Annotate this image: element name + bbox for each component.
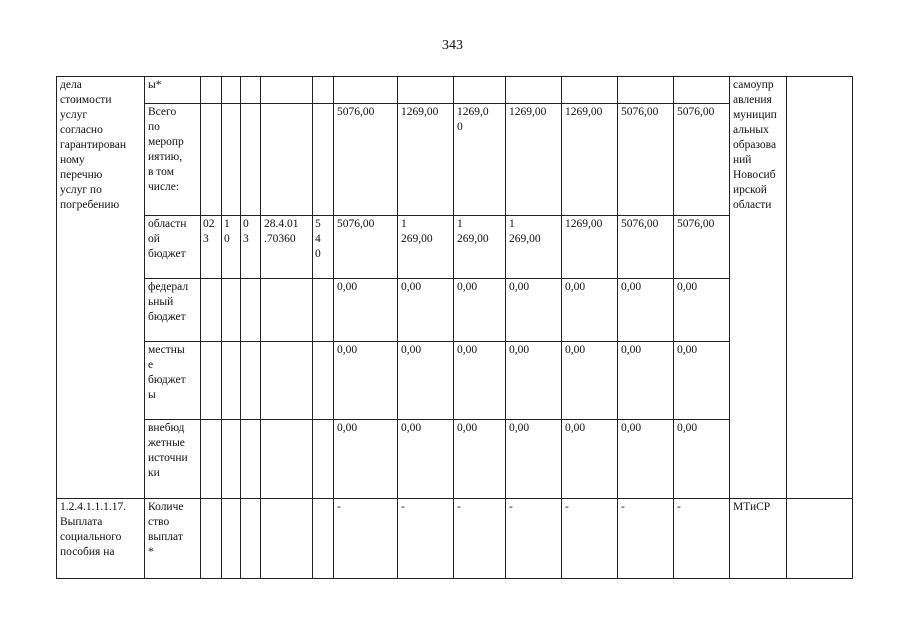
value-cell: 1269,00 bbox=[562, 216, 618, 279]
value-cell: 0,00 bbox=[334, 342, 398, 420]
subsection-code-cell: 0 3 bbox=[241, 216, 261, 279]
value-cell: 1269,00 bbox=[562, 104, 618, 216]
value-cell: 1269,0 0 bbox=[454, 104, 506, 216]
value-cell bbox=[454, 77, 506, 104]
value-cell: 0,00 bbox=[506, 342, 562, 420]
target-article-cell: 28.4.01 .70360 bbox=[261, 216, 313, 279]
section-code-cell bbox=[222, 420, 241, 499]
expense-type-cell bbox=[313, 420, 334, 499]
value-cell: 0,00 bbox=[674, 420, 730, 499]
value-cell: 1 269,00 bbox=[398, 216, 454, 279]
value-cell bbox=[618, 77, 674, 104]
value-cell: 0,00 bbox=[334, 279, 398, 342]
section-code-cell bbox=[222, 499, 241, 579]
expense-type-cell bbox=[313, 279, 334, 342]
subsection-code-cell bbox=[241, 420, 261, 499]
value-cell: 1269,00 bbox=[506, 104, 562, 216]
value-cell: 0,00 bbox=[454, 279, 506, 342]
value-cell: 0,00 bbox=[398, 342, 454, 420]
value-cell bbox=[398, 77, 454, 104]
indicator-cell: внебюд жетные источни ки bbox=[145, 420, 201, 499]
value-cell: 0,00 bbox=[674, 342, 730, 420]
value-cell: 0,00 bbox=[398, 279, 454, 342]
value-cell: 5076,00 bbox=[334, 104, 398, 216]
value-cell: - bbox=[454, 499, 506, 579]
section-code-cell bbox=[222, 342, 241, 420]
expense-type-cell bbox=[313, 342, 334, 420]
value-cell: 0,00 bbox=[398, 420, 454, 499]
section-code-cell bbox=[222, 279, 241, 342]
executor-cell: МТиСР bbox=[730, 499, 787, 579]
value-cell: 0,00 bbox=[334, 420, 398, 499]
subsection-code-cell bbox=[241, 342, 261, 420]
budget-table bbox=[56, 76, 853, 579]
value-cell bbox=[506, 77, 562, 104]
section-code-cell bbox=[222, 104, 241, 216]
grbs-code-cell bbox=[201, 104, 222, 216]
expense-type-cell bbox=[313, 77, 334, 104]
target-article-cell bbox=[261, 342, 313, 420]
value-cell: 1 269,00 bbox=[506, 216, 562, 279]
section-code-cell bbox=[222, 77, 241, 104]
target-article-cell bbox=[261, 104, 313, 216]
expense-type-cell bbox=[313, 104, 334, 216]
target-article-cell bbox=[261, 279, 313, 342]
value-cell: - bbox=[398, 499, 454, 579]
task-name-cell: 1.2.4.1.1.1.17. Выплата социального пособия на bbox=[57, 499, 145, 579]
expense-type-cell bbox=[313, 499, 334, 579]
value-cell: 1269,00 bbox=[398, 104, 454, 216]
value-cell: 0,00 bbox=[618, 279, 674, 342]
note-cell bbox=[787, 499, 853, 579]
value-cell: 0,00 bbox=[618, 420, 674, 499]
value-cell: 5076,00 bbox=[674, 216, 730, 279]
indicator-cell: местны е бюджет ы bbox=[145, 342, 201, 420]
grbs-code-cell bbox=[201, 279, 222, 342]
value-cell: 5076,00 bbox=[334, 216, 398, 279]
value-cell: - bbox=[334, 499, 398, 579]
value-cell: 1 269,00 bbox=[454, 216, 506, 279]
grbs-code-cell bbox=[201, 77, 222, 104]
note-cell bbox=[787, 77, 853, 499]
grbs-code-cell bbox=[201, 499, 222, 579]
subsection-code-cell bbox=[241, 279, 261, 342]
value-cell: - bbox=[618, 499, 674, 579]
value-cell: - bbox=[674, 499, 730, 579]
value-cell: 5076,00 bbox=[618, 216, 674, 279]
value-cell: 0,00 bbox=[562, 420, 618, 499]
subsection-code-cell bbox=[241, 499, 261, 579]
table-row bbox=[57, 499, 853, 579]
value-cell: 0,00 bbox=[562, 279, 618, 342]
value-cell: 0,00 bbox=[562, 342, 618, 420]
executor-cell: самоупр авления муницип альных образова ний Новосиб ирской области bbox=[730, 77, 787, 499]
grbs-code-cell bbox=[201, 420, 222, 499]
value-cell: - bbox=[506, 499, 562, 579]
value-cell: 0,00 bbox=[674, 279, 730, 342]
task-name-cell: дела стоимости услуг согласно гарантирован ному перечню услуг по погребению bbox=[57, 77, 145, 499]
target-article-cell bbox=[261, 420, 313, 499]
value-cell: 0,00 bbox=[454, 420, 506, 499]
value-cell bbox=[334, 77, 398, 104]
indicator-cell: Всего по меропр иятию, в том числе: bbox=[145, 104, 201, 216]
indicator-cell: областн ой бюджет bbox=[145, 216, 201, 279]
indicator-cell: Количе ство выплат * bbox=[145, 499, 201, 579]
subsection-code-cell bbox=[241, 77, 261, 104]
value-cell: 0,00 bbox=[618, 342, 674, 420]
indicator-cell: федерал ьный бюджет bbox=[145, 279, 201, 342]
section-code-cell: 1 0 bbox=[222, 216, 241, 279]
page-number: 343 bbox=[442, 38, 463, 53]
value-cell: 0,00 bbox=[506, 279, 562, 342]
table-row bbox=[57, 77, 853, 104]
value-cell: 0,00 bbox=[506, 420, 562, 499]
grbs-code-cell bbox=[201, 342, 222, 420]
target-article-cell bbox=[261, 77, 313, 104]
grbs-code-cell: 02 3 bbox=[201, 216, 222, 279]
value-cell: - bbox=[562, 499, 618, 579]
value-cell: 0,00 bbox=[454, 342, 506, 420]
value-cell: 5076,00 bbox=[618, 104, 674, 216]
subsection-code-cell bbox=[241, 104, 261, 216]
value-cell: 5076,00 bbox=[674, 104, 730, 216]
expense-type-cell: 5 4 0 bbox=[313, 216, 334, 279]
value-cell bbox=[674, 77, 730, 104]
indicator-cell: ы* bbox=[145, 77, 201, 104]
value-cell bbox=[562, 77, 618, 104]
target-article-cell bbox=[261, 499, 313, 579]
